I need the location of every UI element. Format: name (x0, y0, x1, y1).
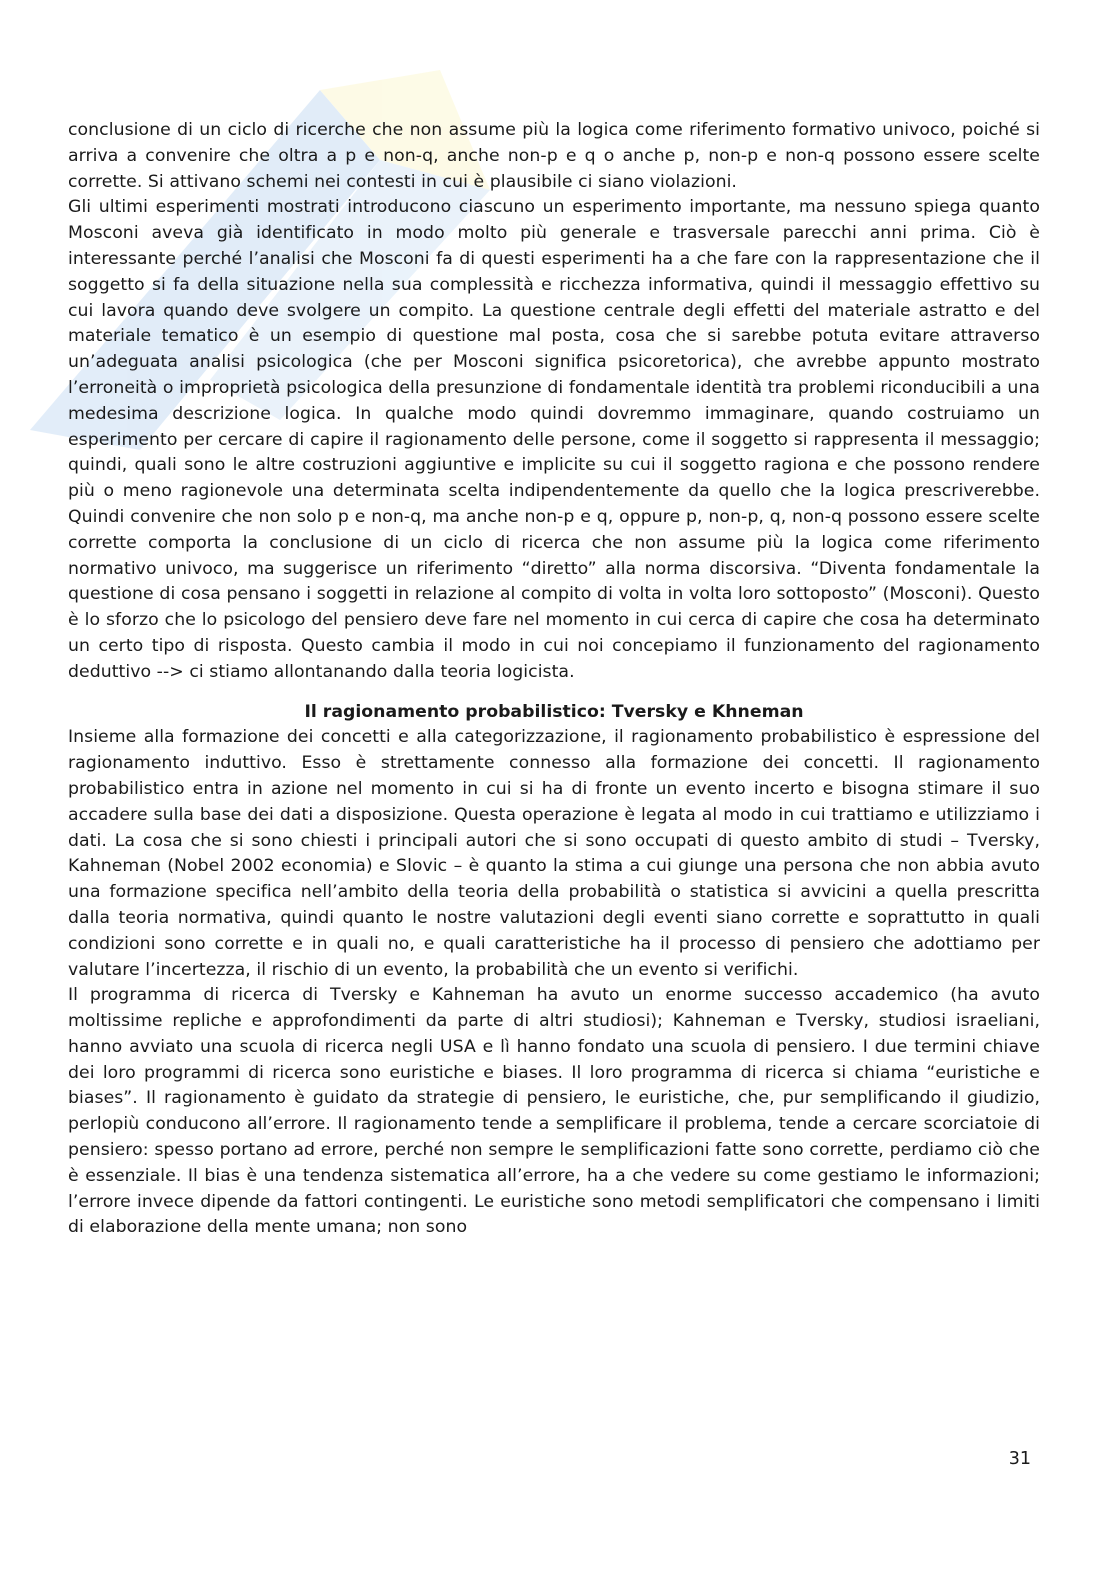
page-body (68, 118, 1040, 1241)
paragraph-4: Il programma di ricerca di Tversky e Kahneman ha avuto un enorme successo accademico (ha avuto moltissime repliche e approfondimenti da parte di altri studiosi); Kahneman e Tversky, studiosi israeliani, hanno avviato una scuola di ricerca negli USA e lì hanno fondato una scuola di pensiero. I due termini chiave dei loro programmi di ricerca sono euristiche e biases. Il loro programma di ricerca si chiama “euristiche e biases”. Il ragionamento è guidato da strategie di pensiero, le euristiche, che, pur semplificando il giudizio, perlopiù conducono all’errore. Il ragionamento tende a semplificare il problema, tende a cercare scorciatoie di pensiero: spesso portano ad errore, perché non sempre le semplificazioni fatte sono corrette, perdiamo ciò che è essenziale. Il bias è una tendenza sistematica all’errore, ha a che vedere su come gestiamo le informazioni; l’errore invece dipende da fattori contingenti. Le euristiche sono metodi semplificatori che compensano i limiti di elaborazione della mente umana; non sono (68, 985, 1040, 1238)
paragraph-3: Insieme alla formazione dei concetti e alla categorizzazione, il ragionamento probabilistico è espressione del ragionamento induttivo. Esso è strettamente connesso alla formazione dei concetti. Il ragionamento probabilistico entra in azione nel momento in cui si ha di fronte un evento incerto e bisogna stimare il suo accadere sulla base dei dati a disposizione. Questa operazione è legata al modo in cui trattiamo e utilizziamo i dati. La cosa che si sono chiesti i principali autori che si sono occupati di questo ambito di studi – Tversky, Kahneman (Nobel 2002 economia) e Slovic – è quanto la stima a cui giunge una persona che non abbia avuto una formazione specifica nell’ambito della teoria della probabilità o statistica si avvicini a quella prescritta dalla teoria normativa, quindi quanto le nostre valutazioni degli eventi siano corrette e soprattutto in quali condizioni sono corrette e in quali no, e quali caratteristiche ha il processo di pensiero che adottiamo per valutare l’incertezza, il rischio di un evento, la probabilità che un evento si verifichi. (68, 727, 1040, 980)
section-title: Il ragionamento probabilistico: Tversky e Khneman (304, 701, 804, 722)
paragraph-2: Gli ultimi esperimenti mostrati introducono ciascuno un esperimento importante, ma nessuno spiega quanto Mosconi aveva già identificato in modo molto più generale e trasversale parecchi anni prima. Ciò è interessante perché l’analisi che Mosconi fa di questi esperimenti ha a che fare con la rappresentazione che il soggetto si fa della situazione nella sua complessità e ricchezza informativa, quindi il messaggio effettivo su cui lavora quando deve svolgere un compito. La questione centrale degli effetti del materiale astratto e del materiale tematico è un esempio di questione mal posta, cosa che si sarebbe potuta evitare attraverso un’adeguata analisi psicologica (che per Mosconi significa psicoretorica), che avrebbe appunto mostrato l’erroneità o improprietà psicologica della presunzione di fondamentale identità tra problemi riconducibili a una medesima descrizione logica. In qualche modo quindi dovremmo immaginare, quando costruiamo un esperimento per cercare di capire il ragionamento delle persone, come il soggetto si rappresenta il messaggio; quindi, quali sono le altre costruzioni aggiuntive e implicite su cui il soggetto ragiona e che possono rendere più o meno ragionevole una determinata scelta indipendentemente da quello che la logica prescriverebbe. Quindi convenire che non solo p e non-q, ma anche non-p e q, oppure p, non-p, q, non-q possono essere scelte corrette comporta la conclusione di un ciclo di ricerca che non assume più la logica come riferimento normativo univoco, ma suggerisce un riferimento “diretto” alla norma discorsiva. “Diventa fondamentale la questione di cosa pensano i soggetti in relazione al compito di volta in volta loro sottoposto” (Mosconi). Questo è lo sforzo che lo psicologo del pensiero deve fare nel momento in cui cerca di capire che cosa ha determinato un certo tipo di risposta. Questo cambia il modo in cui noi concepiamo il funzionamento del ragionamento deduttivo --> ci stiamo allontanando dalla teoria logicista. (68, 197, 1040, 682)
paragraph-1: conclusione di un ciclo di ricerche che non assume più la logica come riferimento formativo univoco, poiché si arriva a convenire che oltra a p e non-q, anche non-p e q o anche p, non-p e non-q possono essere scelte corrette. Si attivano schemi nei contesti in cui è plausibile ci siano violazioni. (68, 120, 1040, 192)
page-number: 31 (1008, 1449, 1031, 1469)
